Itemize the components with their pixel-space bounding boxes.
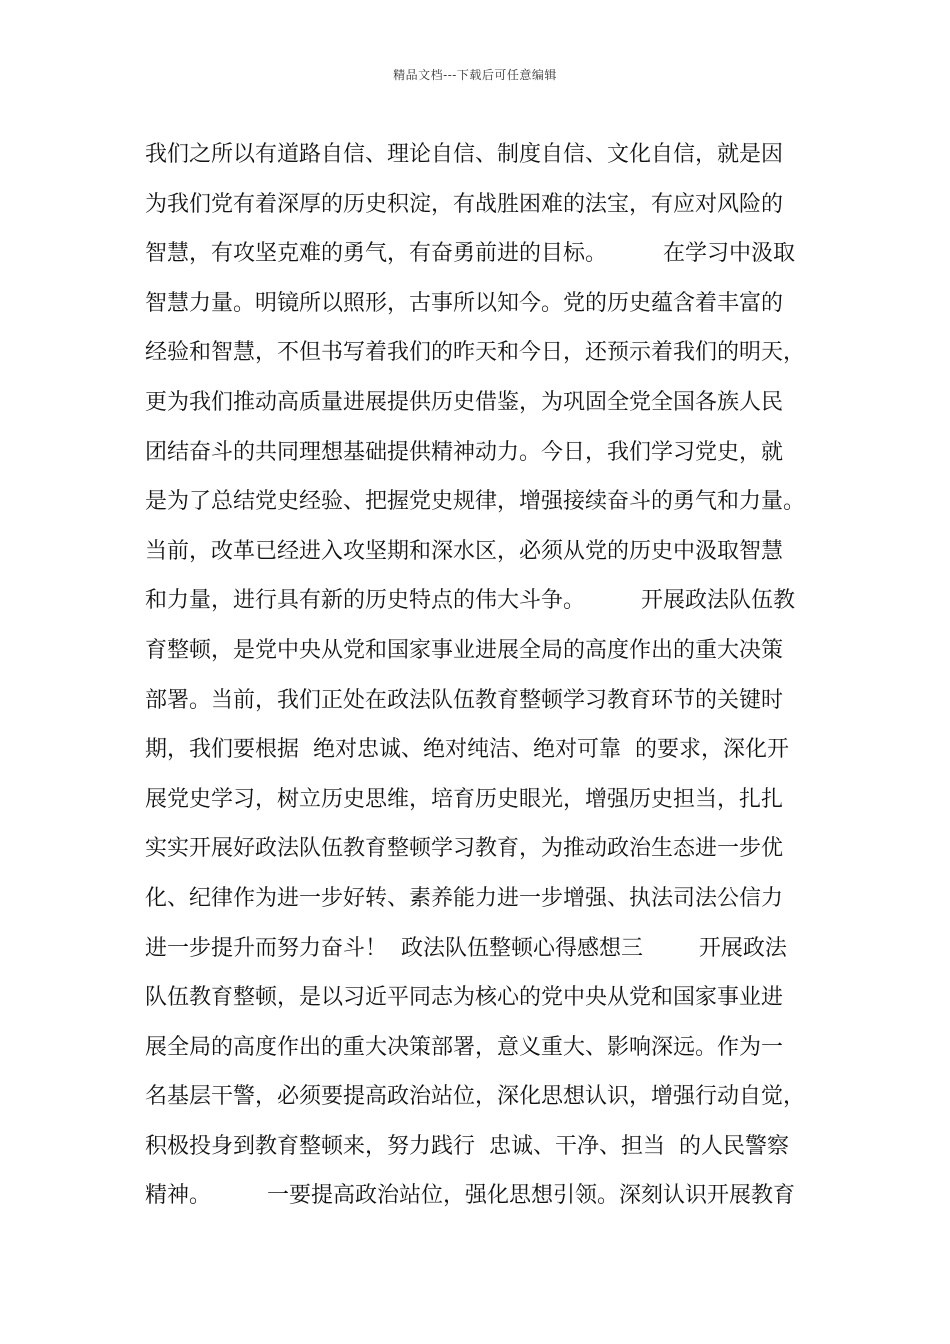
text-line: 部署。当前，我们正处在政法队伍教育整顿学习教育环节的关键时 [145,687,784,713]
text-line: 为我们党有着深厚的历史积淀，有战胜困难的法宝，有应对风险的 [145,191,784,217]
text-line: 和力量，进行具有新的历史特点的伟大斗争。 开展政法队伍教 [145,588,795,614]
text-line: 精神。 一要提高政治站位，强化思想引领。深刻认识开展教育 [145,1183,795,1209]
text-line: 名基层干警，必须要提高政治站位，深化思想认识，增强行动自觉， [145,1084,806,1110]
text-line: 更为我们推动高质量进展提供历史借鉴，为巩固全党全国各族人民 [145,389,784,415]
text-line: 展全局的高度作出的重大决策部署，意义重大、影响深远。作为一 [145,1034,784,1060]
text-line: 进一步提升而努力奋斗！ 政法队伍整顿心得感想三 开展政法 [145,935,787,961]
text-line: 期，我们要根据 绝对忠诚、绝对纯洁、绝对可靠 的要求，深化开 [145,737,789,763]
text-line: 展党史学习，树立历史思维，培育历史眼光，增强历史担当，扎扎 [145,786,784,812]
text-line: 智慧，有攻坚克难的勇气，有奋勇前进的目标。 在学习中汲取 [145,241,795,267]
text-line: 育整顿，是党中央从党和国家事业进展全局的高度作出的重大决策 [145,637,784,663]
text-line: 队伍教育整顿，是以习近平同志为核心的党中央从党和国家事业进 [145,985,784,1011]
text-line: 经验和智慧，不但书写着我们的昨天和今日，还预示着我们的明天， [145,340,806,366]
text-line: 化、纪律作为进一步好转、素养能力进一步增强、执法司法公信力 [145,885,784,911]
text-line: 实实开展好政法队伍教育整顿学习教育，为推动政治生态进一步优 [145,836,784,862]
text-line: 智慧力量。明镜所以照形，古事所以知今。党的历史蕴含着丰富的 [145,290,784,316]
text-line: 是为了总结党史经验、把握党史规律，增强接续奋斗的勇气和力量。 [145,489,806,515]
text-line: 我们之所以有道路自信、理论自信、制度自信、文化自信，就是因 [145,142,784,167]
body-text [145,130,825,1221]
text-line: 团结奋斗的共同理想基础提供精神动力。今日，我们学习党史，就 [145,439,784,465]
text-line: 当前，改革已经进入攻坚期和深水区，必须从党的历史中汲取智慧 [145,538,784,564]
text-line: 积极投身到教育整顿来，努力践行 忠诚、干净、担当 的人民警察 [145,1133,789,1159]
page-header: 精品文档---下载后可任意编辑 [393,68,557,82]
